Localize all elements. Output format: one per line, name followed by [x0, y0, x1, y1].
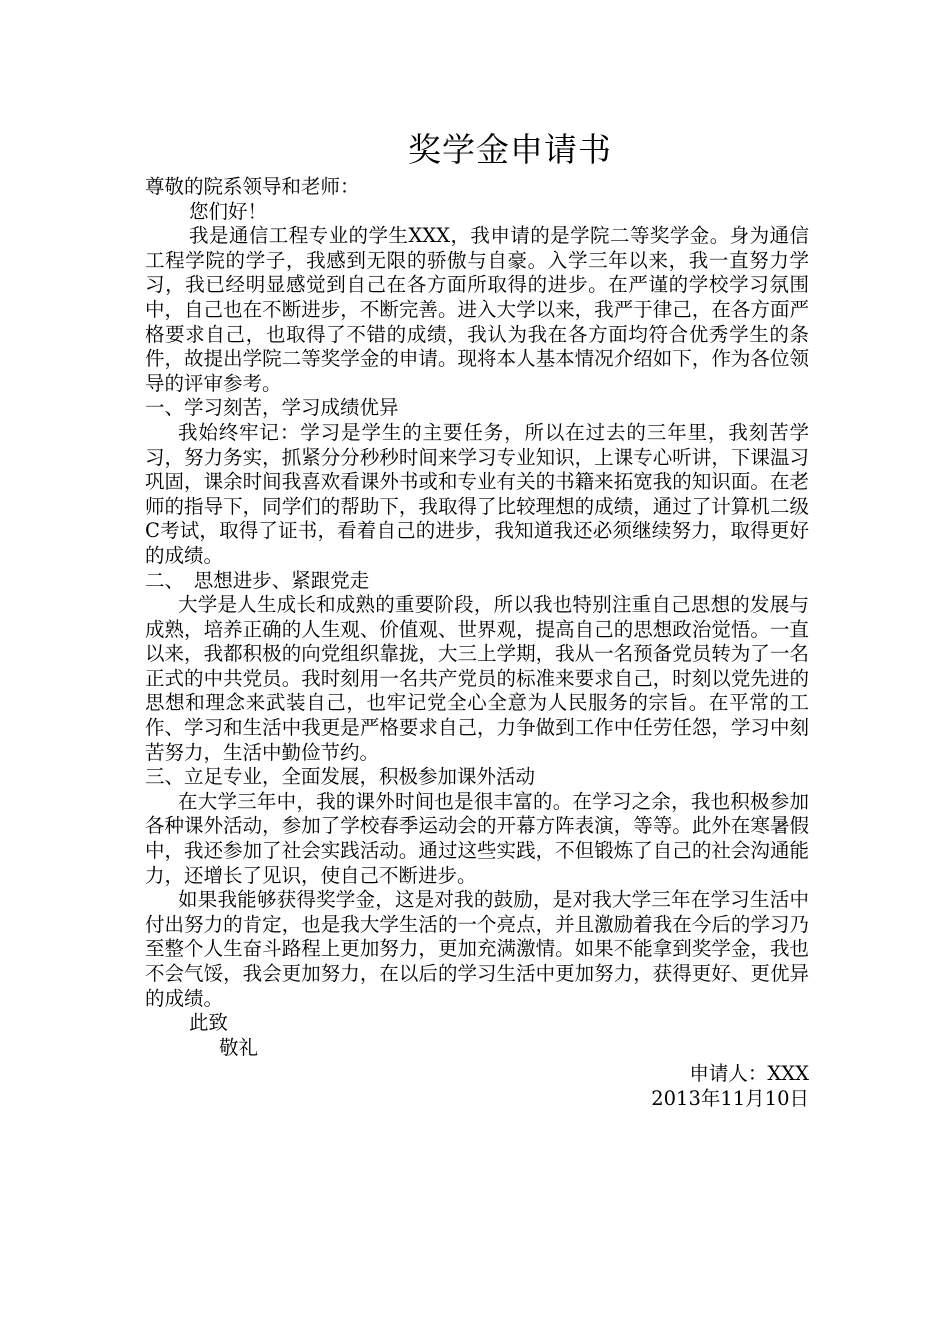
greeting: 您们好！ [189, 199, 268, 223]
signature-block [145, 1062, 809, 1111]
page-title: 奖学金申请书 [408, 130, 612, 169]
regards: 敬礼 [219, 1035, 259, 1059]
closing-paragraph: 如果我能够获得奖学金，这是对我的鼓励，是对我大学三年在学习生活中付出努力的肯定，也是我大学生活的一个亮点，并且激励着我在今后的学习乃至整个人生奋斗路程上更加努力，更加充满激情。如果不能拿到奖学金，我也不会气馁，我会更加努力，在以后的学习生活中更加努力，获得更好、更优异的成绩。 [145, 888, 809, 1010]
section-heading-3: 三、立足专业，全面发展，积极参加课外活动 [145, 765, 536, 789]
salutation: 尊敬的院系领导和老师： [145, 175, 360, 198]
section-body-3: 在大学三年中，我的课外时间也是很丰富的。在学习之余，我也积极参加各种课外活动，参加了学校春季运动会的开幕方阵表演，等等。此外在寒暑假中，我还参加了社会实践活动。通过这些实践，不但锻炼了自己的社会沟通能力，还增长了见识，使自己不断进步。 [145, 789, 809, 887]
letter-body [145, 175, 809, 1112]
section-heading-2: 二、 思想进步、紧跟党走 [145, 568, 370, 592]
intro-paragraph: 我是通信工程专业的学生XXX，我申请的是学院二等奖学金。身为通信工程学院的学子，我感到无限的骄傲与自豪。入学三年以来，我一直努力学习，我已经明显感觉到自己在各方面所取得的进步。在严谨的学校学习氛围中，自己也在不断进步，不断完善。进入大学以来，我严于律己，在各方面严格要求自己，也取得了不错的成绩，我认为我在各方面均符合优秀学生的条件，故提出学院二等奖学金的申请。现将本人基本情况介绍如下，作为各位领导的评审参考。 [145, 224, 809, 395]
section-heading-1: 一、学习刻苦，学习成绩优异 [145, 396, 399, 420]
applicant-name: 申请人：XXX [689, 1062, 809, 1086]
sign-date: 2013年11月10日 [651, 1086, 809, 1110]
section-body-2: 大学是人生成长和成熟的重要阶段，所以我也特别注重自己思想的发展与成熟，培养正确的人生观、价值观、世界观，提高自己的思想政治觉悟。一直以来，我都积极的向党组织靠拢，大三上学期，我从一名预备党员转为了一名正式的中共党员。我时刻用一名共产党员的标准来要求自己，时刻以党先进的思想和理念来武装自己，也牢记党全心全意为人民服务的宗旨。在平常的工作、学习和生活中我更是严格要求自己，力争做到工作中任劳任怨，学习中刻苦努力，生活中勤俭节约。 [145, 593, 809, 764]
section-body-1: 我始终牢记：学习是学生的主要任务，所以在过去的三年里，我刻苦学习，努力务实，抓紧分分秒秒时间来学习专业知识，上课专心听讲，下课温习巩固，课余时间我喜欢看课外书或和专业有关的书籍来拓宽我的知识面。在老师的指导下，同学们的帮助下，我取得了比较理想的成绩，通过了计算机二级C考试，取得了证书，看着自己的进步，我知道我还必须继续努力，取得更好的成绩。 [145, 420, 809, 567]
closing-phrase: 此致 [189, 1011, 229, 1035]
